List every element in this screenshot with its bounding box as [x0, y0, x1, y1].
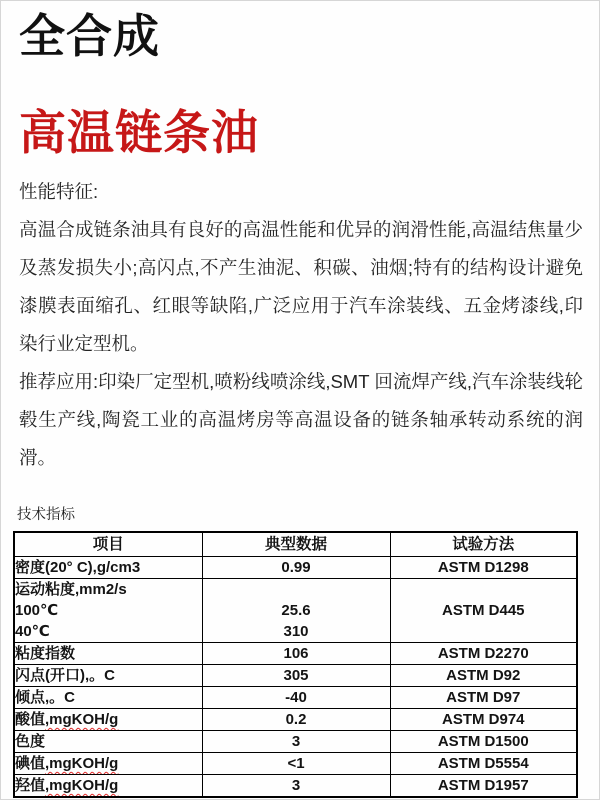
spec-value: -40	[202, 687, 390, 709]
spec-method: ASTM D1957	[390, 775, 577, 798]
spec-row-density	[14, 557, 577, 579]
spec-method: ASTM D974	[390, 709, 577, 731]
viscosity-blank-value	[203, 579, 390, 600]
spec-item: 密度(20° C),g/cm3	[14, 557, 202, 579]
spec-row-color	[14, 731, 577, 753]
applications-paragraph: 推荐应用:印染厂定型机,喷粉线喷涂线,SMT 回流焊产线,汽车涂装线轮毂生产线,陶瓷工业的高温烤房等高温设备的链条轴承转动系统的润滑。	[19, 371, 583, 468]
spec-value: 3	[202, 775, 390, 798]
spec-item-unit-spellcheck: ,mgKOH/g	[45, 755, 119, 772]
spec-value: 0.2	[202, 709, 390, 731]
spec-item: 色度	[14, 731, 202, 753]
specs-header-row	[14, 532, 577, 557]
specs-heading: 技术指标	[17, 507, 75, 523]
spec-method: ASTM D1298	[390, 557, 577, 579]
column-header-typical-data: 典型数据	[202, 532, 390, 557]
viscosity-40c-value: 310	[283, 623, 309, 640]
spec-item-text: 羟值	[15, 777, 46, 794]
spec-row-viscosity-index	[14, 643, 577, 665]
series-title: 全合成	[19, 10, 160, 62]
specs-table	[13, 531, 578, 798]
spec-value: <1	[202, 753, 390, 775]
spec-method: ASTM D445	[390, 579, 577, 643]
spec-item: 倾点,。C	[14, 687, 202, 709]
body-text	[19, 173, 583, 477]
spec-value: 106	[202, 643, 390, 665]
spec-method: ASTM D92	[390, 665, 577, 687]
spec-item-text: 碘值	[15, 755, 46, 772]
spec-row-hydroxyl-value	[14, 775, 577, 798]
spec-item-text: 酸值	[15, 711, 46, 728]
spec-value	[202, 579, 390, 643]
viscosity-100c-value: 25.6	[281, 602, 311, 619]
spec-item	[14, 753, 202, 775]
column-header-test-method: 试验方法	[390, 532, 577, 557]
spec-value: 3	[202, 731, 390, 753]
features-paragraph: 高温合成链条油具有良好的高温性能和优异的润滑性能,高温结焦量少及蒸发损失小;高闪点,不产生油泥、积碳、油烟;特有的结构设计避免漆膜表面缩孔、红眼等缺陷,广泛应用于汽车涂装线、五金烤漆线,印染行业定型机。	[19, 219, 583, 354]
spec-item	[14, 579, 202, 643]
spec-row-acid-value	[14, 709, 577, 731]
spec-item: 粘度指数	[14, 643, 202, 665]
spec-row-pour-point	[14, 687, 577, 709]
spec-value: 305	[202, 665, 390, 687]
features-heading: 性能特征:	[19, 181, 99, 202]
viscosity-label: 运动粘度,mm2/s	[15, 581, 127, 598]
spec-item	[14, 709, 202, 731]
viscosity-40c-label: 40℃	[15, 623, 50, 640]
spec-row-iodine-value	[14, 753, 577, 775]
column-header-item: 项目	[14, 532, 202, 557]
spec-item-unit-spellcheck: ,mgKOH/g	[45, 711, 119, 728]
viscosity-100c-label: 100℃	[15, 602, 59, 619]
spec-method: ASTM D5554	[390, 753, 577, 775]
spec-method: ASTM D2270	[390, 643, 577, 665]
product-title: 高温链条油	[19, 106, 259, 159]
spec-method: ASTM D1500	[390, 731, 577, 753]
spec-method: ASTM D97	[390, 687, 577, 709]
spec-row-flash-point	[14, 665, 577, 687]
spec-row-viscosity	[14, 579, 577, 643]
spec-item-unit-spellcheck: ,mgKOH/g	[45, 777, 119, 794]
spec-value: 0.99	[202, 557, 390, 579]
spec-item: 闪点(开口),。C	[14, 665, 202, 687]
spec-item	[14, 775, 202, 798]
